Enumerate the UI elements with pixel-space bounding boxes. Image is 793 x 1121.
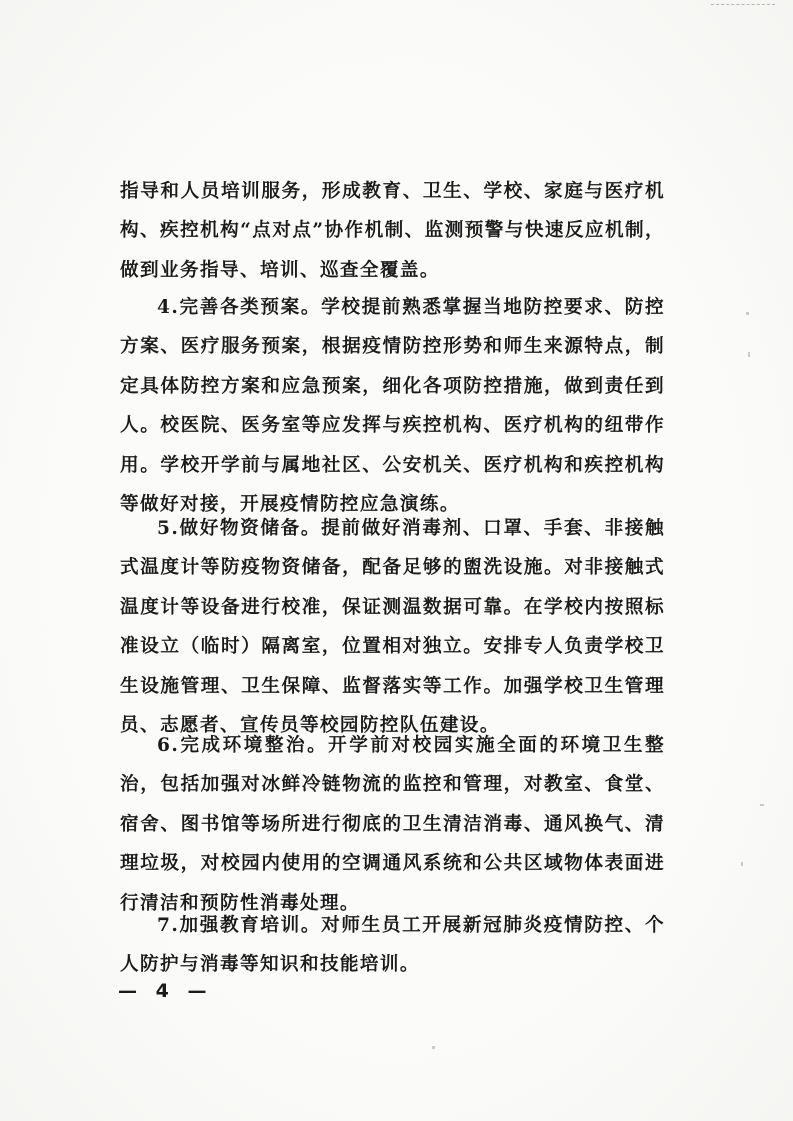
paragraph-item-4 (120, 288, 665, 524)
paragraph-text: 5.做好物资储备。提前做好消毒剂、口罩、手套、非接触式温度计等防疫物资储备，配备足够的盥洗设施。对非接触式温度计等设备进行校准，保证测温数据可靠。在学校内按照标准设立（临时）隔离室，位置相对独立。安排专人负责学校卫生设施管理、卫生保障、监督落实等工作。加强学校卫生管理员、志愿者、宣传员等校园防控队伍建设。 (120, 518, 665, 737)
scan-artifact (746, 312, 749, 315)
paragraph-text: 6.完成环境整治。开学前对校园实施全面的环境卫生整治，包括加强对冰鲜冷链物流的监控和管理，对教室、食堂、宿舍、图书馆等场所进行彻底的卫生清洁消毒、通风换气、清理垃圾，对校园内使用的空调通风系统和公共区域物体表面进行清洁和预防性消毒处理。 (120, 735, 665, 914)
page-number: — 4 — (118, 980, 213, 1002)
paragraph-text: 指导和人员培训服务，形成教育、卫生、学校、家庭与医疗机构、疾控机构“点对点”协作机制、监测预警与快速反应机制，做到业务指导、培训、巡查全覆盖。 (120, 181, 665, 281)
paragraph-text: 7.加强教育培训。对师生员工开展新冠肺炎疫情防控、个人防护与消毒等知识和技能培训。 (120, 915, 665, 976)
scan-artifact (711, 4, 775, 8)
paragraph-continuation (120, 172, 665, 290)
scan-artifact (760, 804, 764, 806)
paragraph-item-7 (120, 906, 665, 985)
paragraph-text: 4.完善各类预案。学校提前熟悉掌握当地防控要求、防控方案、医疗服务预案，根据疫情防控形势和师生来源特点，制定具体防控方案和应急预案，细化各项防控措施，做到责任到人。校医院、医务室等应发挥与疾控机构、医疗机构的纽带作用。学校开学前与属地社区、公安机关、医疗机构和疾控机构等做好对接，开展疫情防控应急演练。 (120, 297, 665, 516)
scan-artifact (432, 1046, 435, 1049)
scan-artifact (741, 862, 743, 866)
scan-artifact (748, 352, 750, 357)
paragraph-item-5 (120, 509, 665, 745)
paragraph-item-6 (120, 726, 665, 923)
